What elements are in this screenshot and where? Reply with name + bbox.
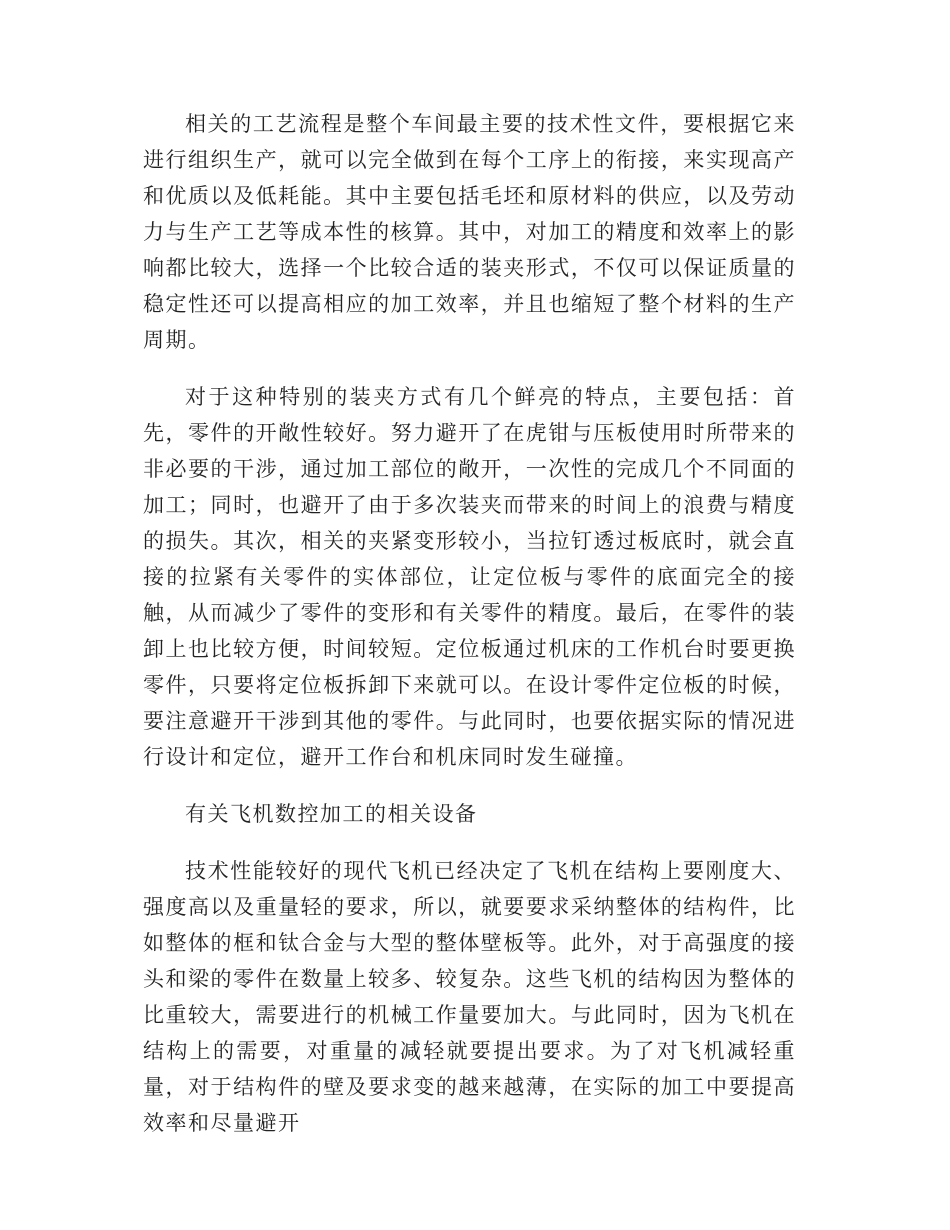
paragraph-aircraft-structure: 技术性能较好的现代飞机已经决定了飞机在结构上要刚度大、强度高以及重量轻的要求，所以，就要要求采纳整体的结构件，比如整体的框和钛合金与大型的整体壁板等。此外，对于高强度的接头和梁的零件在数量上较多、较复杂。这些飞机的结构因为整体的比重较大，需要进行的机械工作量要加大。与此同时，因为飞机在结构上的需要，对重量的减轻就要提出要求。为了对飞机减轻重量，对于结构件的壁及要求变的越来越薄，在实际的加工中要提高效率和尽量避开	[143, 859, 796, 1135]
paragraph-process-flow: 相关的工艺流程是整个车间最主要的技术性文件，要根据它来进行组织生产，就可以完全做到在每个工序上的衔接，来实现高产和优质以及低耗能。其中主要包括毛坯和原材料的供应，以及劳动力与生产工艺等成本性的核算。其中，对加工的精度和效率上的影响都比较大，选择一个比较合适的装夹形式，不仅可以保证质量的稳定性还可以提高相应的加工效率，并且也缩短了整个材料的生产周期。	[143, 112, 796, 352]
section-heading: 有关飞机数控加工的相关设备	[185, 802, 478, 826]
paragraph-clamping-features: 对于这种特别的装夹方式有几个鲜亮的特点，主要包括：首先，零件的开敞性较好。努力避开了在虎钳与压板使用时所带来的非必要的干涉，通过加工部位的敞开，一次性的完成几个不同面的加工；同时，也避开了由于多次装夹而带来的时间上的浪费与精度的损失。其次，相关的夹紧变形较小，当拉钉透过板底时，就会直接的拉紧有关零件的实体部位，让定位板与零件的底面完全的接触，从而减少了零件的变形和有关零件的精度。最后，在零件的装卸上也比较方便，时间较短。定位板通过机床的工作机台时要更换零件，只要将定位板拆卸下来就可以。在设计零件定位板的时候，要注意避开干涉到其他的零件。与此同时，也要依据实际的情况进行设计和定位，避开工作台和机床同时发生碰撞。	[143, 385, 796, 769]
document-body	[143, 106, 796, 1162]
